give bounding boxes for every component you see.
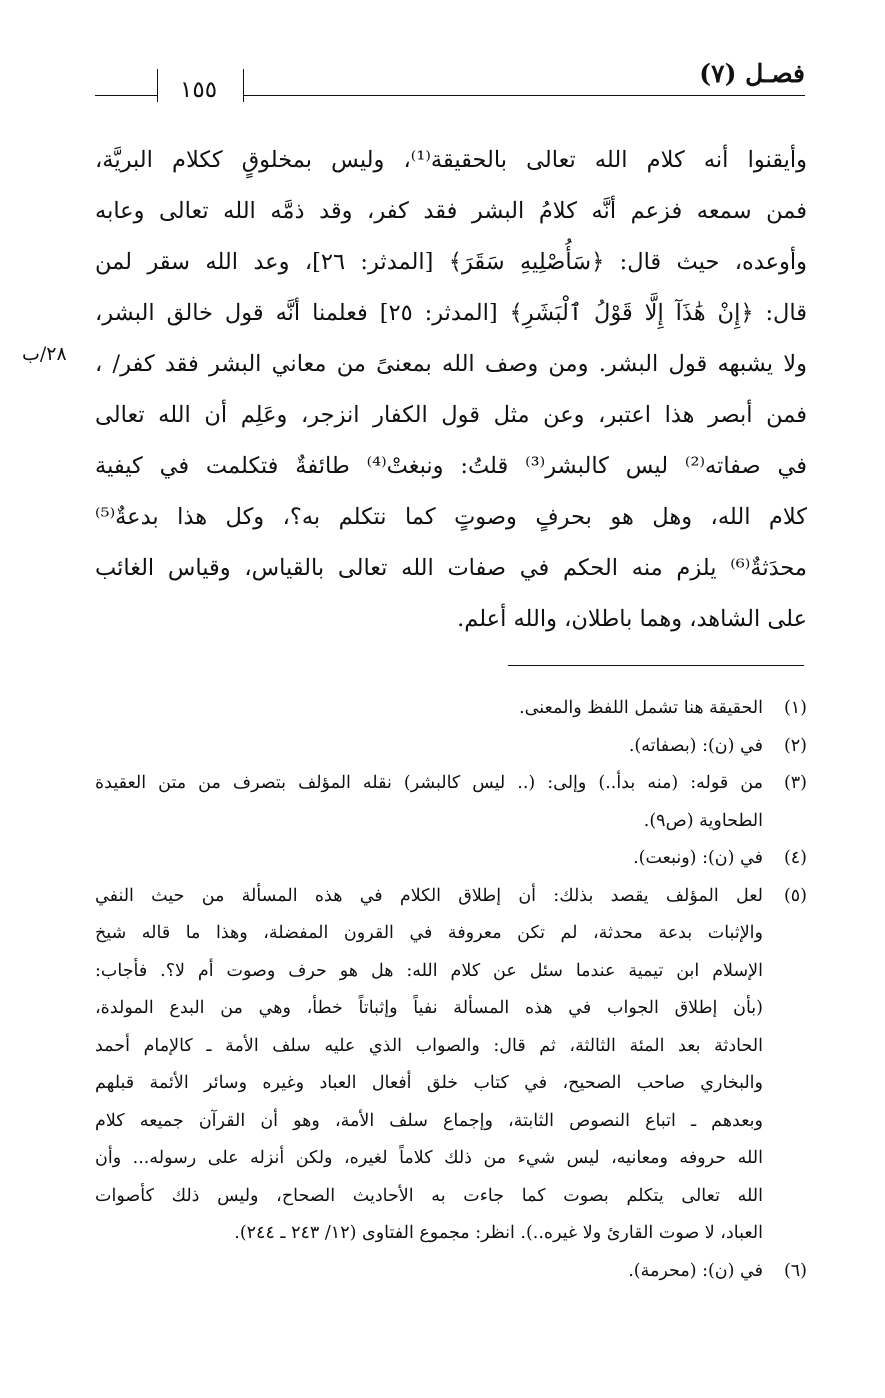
- footnote: [95, 878, 807, 1253]
- footnote-text: [95, 765, 763, 840]
- footnote-line: الله حروفه ومعانيه، ليس شيء من ذلك كلاماً لغيره، ولكن أنزله على رسوله... وأن: [95, 1148, 763, 1168]
- footnote-line: والإثبات بدعة محدثة، لم تكن معروفة في القرون المفضلة، وهذا ما قاله شيخ: [95, 923, 763, 943]
- footnote: [95, 765, 807, 840]
- footnote-line: في (ن): (بصفاته).: [628, 735, 763, 756]
- text-line: كلام الله، وهل هو بحرفٍ وصوتٍ كما نتكلم به؟، وكل هذا بدعةٌ⁽⁵⁾: [95, 504, 807, 530]
- chapter-title: فصـل (٧): [699, 59, 805, 88]
- footnote-text: [95, 690, 763, 728]
- text-line: ولا يشبهه قول البشر. ومن وصف الله بمعنىً من معاني البشر فقد كفر/ ،: [95, 351, 807, 377]
- footnote-number: (٣): [783, 773, 807, 793]
- footnote-line: (بأن إطلاق الجواب في هذه المسألة نفياً وإثباتاً خطأ، وهي من البدع المولدة،: [95, 998, 763, 1018]
- text-line: على الشاهد، وهما باطلان، والله أعلم.: [457, 606, 807, 632]
- text-line: قال: ﴿إِنْ هَٰذَآ إِلَّا قَوْلُ ٱلْبَشَرِ﴾ [المدثر: ٢٥] فعلمنا أنَّه قول خالق البشر،: [95, 300, 807, 326]
- header-divider-left: [157, 69, 158, 102]
- footnote-number: (٤): [783, 848, 807, 868]
- footnote-number: (٢): [783, 735, 807, 756]
- footnote-line: الطحاوية (ص٩).: [643, 810, 763, 831]
- footnote-line: في (ن): (ونبعت).: [633, 848, 763, 868]
- text-line: محدَثةٌ⁽⁶⁾ يلزم منه الحكم في صفات الله تعالى بالقياس، وقياس الغائب: [95, 555, 807, 581]
- footnote: [95, 1253, 807, 1291]
- footnotes: [95, 690, 807, 1290]
- header-rule: [243, 95, 805, 96]
- footnote-line: في (ن): (محرمة).: [628, 1260, 763, 1281]
- footnote-text: [95, 878, 763, 1253]
- footnote-line: لعل المؤلف يقصد بذلك: أن إطلاق الكلام في هذه المسألة من حيث النفي: [95, 885, 763, 906]
- footnote-line: الحادثة بعد المئة الثالثة، ثم قال: والصواب الذي عليه سلف الأمة ـ كالإمام أحمد: [95, 1035, 763, 1056]
- footnote-text: [95, 840, 763, 878]
- footnote-line: وبعدهم ـ اتباع النصوص الثابتة، وإجماع سلف الأمة، وهو أن القرآن جميعه كلام: [95, 1110, 763, 1131]
- footnote-line: الحقيقة هنا تشمل اللفظ والمعنى.: [519, 698, 763, 718]
- footnote: [95, 840, 807, 878]
- footnote-line: الإسلام ابن تيمية عندما سئل عن كلام الله: هل هو حرف وصوت أم لا؟. فأجاب:: [95, 960, 763, 981]
- footnote-line: من قوله: (منه بدأ..) وإلى: (.. ليس كالبشر) نقله المؤلف بتصرف من متن العقيدة: [95, 773, 763, 793]
- footnote-separator: [508, 665, 804, 666]
- footnote-line: العباد، لا صوت القارئ ولا غيره..). انظر: مجموع الفتاوى (١٢/ ٢٤٣ ـ ٢٤٤).: [234, 1223, 763, 1243]
- header-divider-right: [243, 69, 244, 102]
- footnote-text: [95, 728, 763, 766]
- text-line: وأيقنوا أنه كلام الله تعالى بالحقيقة⁽¹⁾، وليس بمخلوقٍ ككلام البريَّة،: [95, 147, 807, 173]
- footnote-line: والبخاري صاحب الصحيح، في كتاب خلق أفعال العباد وغيره وسائر الأئمة قبلهم: [95, 1073, 763, 1093]
- text-line: وأوعده، حيث قال: ﴿سَأُصْلِيهِ سَقَرَ﴾ [المدثر: ٢٦]، وعد الله سقر لمن: [95, 249, 807, 275]
- footnote-text: [95, 1253, 763, 1291]
- page-header: [95, 55, 805, 105]
- header-rule-short: [95, 95, 157, 96]
- manuscript-folio-marker: ٢٨/ب: [22, 343, 67, 365]
- footnote-number: (١): [783, 698, 807, 718]
- text-line: في صفاته⁽²⁾ ليس كالبشر⁽³⁾ قلتُ: ونبغتْ⁽⁴⁾ طائفةٌ فتكلمت في كيفية: [95, 453, 807, 479]
- main-text: [95, 135, 807, 645]
- footnote-line: الله تعالى يتكلم بصوت كما جاءت به الأحاديث الصحاح، وليس ذلك كأصوات: [95, 1185, 763, 1206]
- footnote: [95, 728, 807, 766]
- footnote: [95, 690, 807, 728]
- text-line: فمن أبصر هذا اعتبر، وعن مثل قول الكفار انزجر، وعَلِم أن الله تعالى: [95, 402, 807, 428]
- footnote-number: (٦): [783, 1260, 807, 1281]
- text-line: فمن سمعه فزعم أنَّه كلامُ البشر فقد كفر، وقد ذمَّه الله تعالى وعابه: [95, 198, 807, 224]
- footnote-number: (٥): [783, 885, 807, 906]
- page-number: ١٥٥: [180, 77, 218, 103]
